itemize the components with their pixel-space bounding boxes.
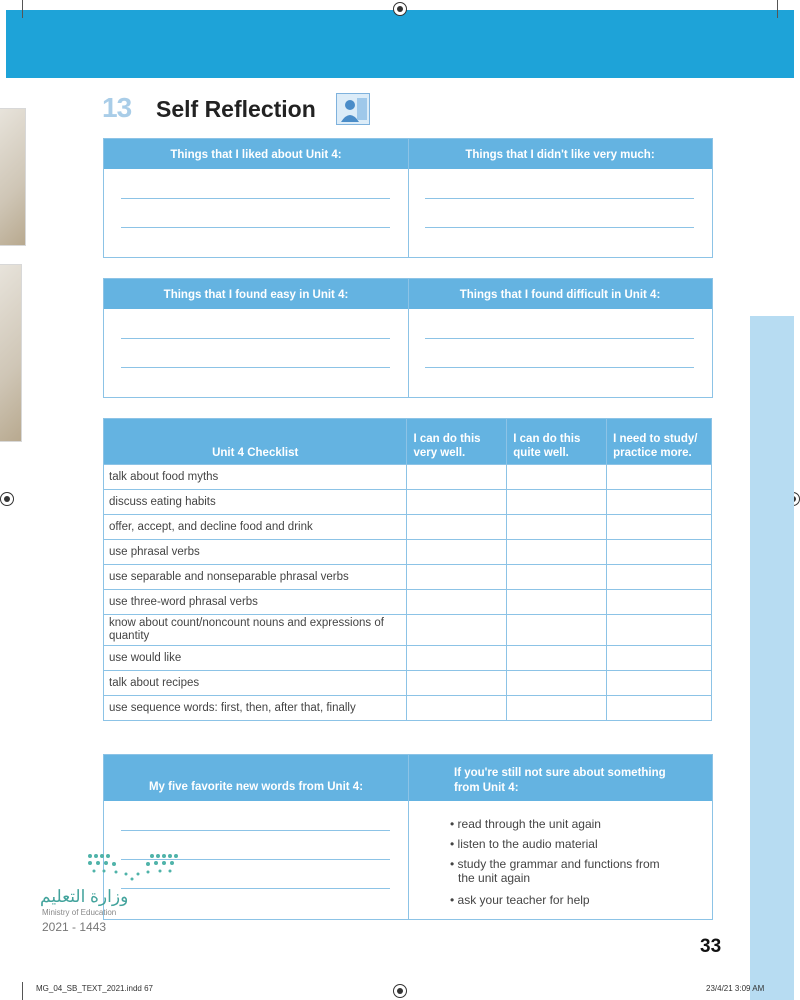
check-cell[interactable]: [407, 490, 507, 515]
check-cell[interactable]: [407, 515, 507, 540]
checklist-row: [104, 465, 712, 490]
self-reflection-icon: [336, 93, 370, 125]
footer-file-name: MG_04_SB_TEXT_2021.indd 67: [36, 984, 153, 993]
registration-mark-icon: [0, 492, 14, 506]
side-photo-food: [0, 108, 26, 246]
check-cell[interactable]: [607, 515, 712, 540]
easy-header: Things that I found easy in Unit 4:: [163, 289, 349, 301]
ministry-name-english: Ministry of Education: [42, 908, 117, 917]
check-cell[interactable]: [507, 646, 607, 671]
check-cell[interactable]: [607, 671, 712, 696]
page-number: 33: [700, 936, 722, 957]
check-cell[interactable]: [507, 540, 607, 565]
check-cell[interactable]: [607, 646, 712, 671]
check-cell[interactable]: [507, 671, 607, 696]
checklist-row: [104, 615, 712, 646]
checklist-item: use would like: [104, 646, 407, 671]
writing-line[interactable]: [121, 888, 390, 889]
checklist-item: offer, accept, and decline food and drink: [104, 515, 407, 540]
writing-line[interactable]: [121, 830, 390, 831]
check-cell[interactable]: [407, 671, 507, 696]
check-cell[interactable]: [507, 490, 607, 515]
column-very-well: I can do this very well.: [407, 419, 507, 465]
tip-item: • listen to the audio material: [450, 837, 598, 851]
favorite-words-header: My five favorite new words from Unit 4:: [148, 781, 364, 793]
checklist-row: [104, 671, 712, 696]
side-tab-bar: [750, 316, 794, 1000]
writing-line[interactable]: [121, 338, 390, 339]
check-cell[interactable]: [507, 515, 607, 540]
column-quite-well: I can do this quite well.: [507, 419, 607, 465]
ministry-name-arabic: وزارة التعليم: [40, 887, 129, 906]
checklist-item: know about count/noncount nouns and expressions of quantity: [104, 615, 407, 646]
check-cell[interactable]: [507, 565, 607, 590]
checklist-header: Unit 4 Checklist: [104, 419, 407, 465]
check-cell[interactable]: [607, 696, 712, 721]
unit-checklist-table: [103, 418, 712, 721]
check-cell[interactable]: [507, 696, 607, 721]
top-color-band: [6, 10, 794, 78]
registration-mark-icon: [393, 984, 407, 998]
tip-item: • ask your teacher for help: [450, 893, 590, 907]
writing-line[interactable]: [121, 227, 390, 228]
liked-disliked-box: [103, 138, 713, 258]
favorite-words-box: [103, 754, 713, 920]
check-cell[interactable]: [407, 615, 507, 646]
check-cell[interactable]: [407, 696, 507, 721]
checklist-item: use phrasal verbs: [104, 540, 407, 565]
tip-item: • study the grammar and functions from the unit again: [450, 857, 660, 885]
check-cell[interactable]: [607, 490, 712, 515]
check-cell[interactable]: [507, 615, 607, 646]
check-cell[interactable]: [607, 590, 712, 615]
checklist-item: discuss eating habits: [104, 490, 407, 515]
checklist-row: [104, 590, 712, 615]
crop-mark: [777, 0, 778, 18]
check-cell[interactable]: [407, 565, 507, 590]
tip-item: • read through the unit again: [450, 817, 601, 831]
checklist-row: [104, 540, 712, 565]
ministry-logo-icon: [86, 852, 178, 882]
check-cell[interactable]: [407, 465, 507, 490]
check-cell[interactable]: [607, 465, 712, 490]
checklist-row: [104, 646, 712, 671]
column-divider: [408, 139, 409, 257]
writing-line[interactable]: [121, 367, 390, 368]
writing-line[interactable]: [425, 198, 694, 199]
check-cell[interactable]: [607, 540, 712, 565]
edition-year: 2021 - 1443: [42, 920, 107, 934]
checklist-row: [104, 490, 712, 515]
writing-line[interactable]: [425, 227, 694, 228]
crop-mark: [22, 0, 23, 18]
checklist-row: [104, 565, 712, 590]
check-cell[interactable]: [507, 465, 607, 490]
writing-line[interactable]: [425, 338, 694, 339]
disliked-header: Things that I didn't like very much:: [465, 149, 655, 161]
easy-difficult-box: [103, 278, 713, 398]
writing-line[interactable]: [121, 198, 390, 199]
checklist-item: talk about food myths: [104, 465, 407, 490]
check-cell[interactable]: [407, 540, 507, 565]
column-divider: [408, 279, 409, 397]
unit-number: 13: [102, 92, 132, 123]
side-photo-dish: [0, 264, 22, 442]
checklist-item: talk about recipes: [104, 671, 407, 696]
checklist-row: [104, 696, 712, 721]
not-sure-header: If you're still not sure about something from Unit 4:: [454, 767, 666, 794]
check-cell[interactable]: [607, 615, 712, 646]
checklist-item: use three-word phrasal verbs: [104, 590, 407, 615]
difficult-header: Things that I found difficult in Unit 4:: [459, 289, 661, 301]
check-cell[interactable]: [607, 565, 712, 590]
check-cell[interactable]: [407, 590, 507, 615]
checklist-item: use sequence words: first, then, after that, finally: [104, 696, 407, 721]
checklist-row: [104, 515, 712, 540]
page-title: Self Reflection: [156, 96, 316, 122]
writing-line[interactable]: [425, 367, 694, 368]
checklist-item: use separable and nonseparable phrasal verbs: [104, 565, 407, 590]
check-cell[interactable]: [507, 590, 607, 615]
check-cell[interactable]: [407, 646, 507, 671]
column-divider: [408, 755, 409, 919]
crop-mark: [22, 982, 23, 1000]
column-study-more: I need to study/ practice more.: [607, 419, 712, 465]
footer-date: 23/4/21 3:09 AM: [706, 984, 765, 993]
liked-header: Things that I liked about Unit 4:: [170, 149, 342, 161]
registration-mark-icon: [393, 2, 407, 16]
